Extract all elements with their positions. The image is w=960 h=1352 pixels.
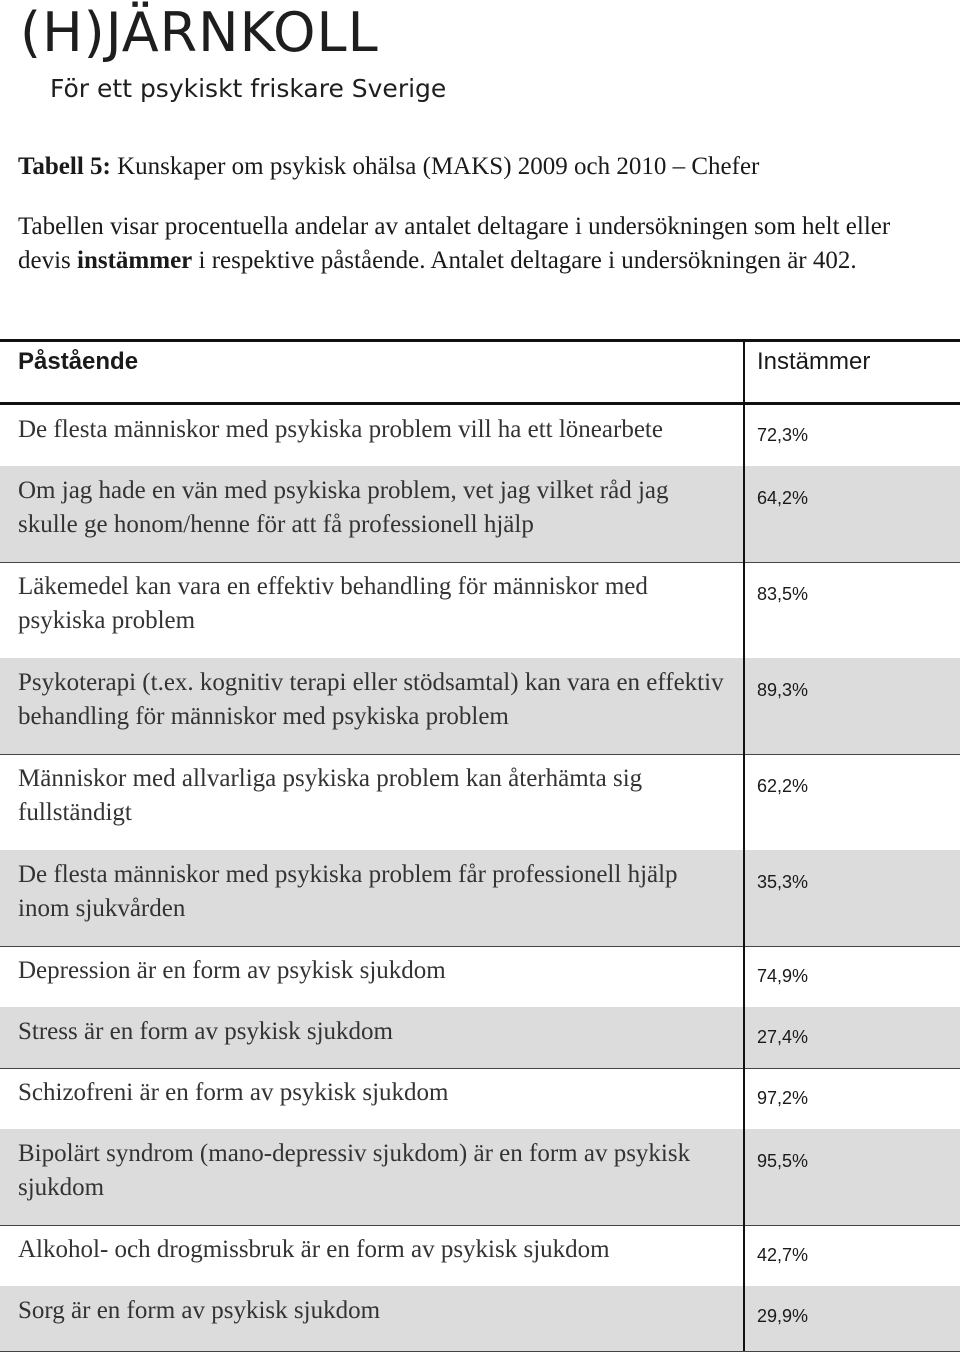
table-row xyxy=(0,850,960,947)
value-cell: 95,5% xyxy=(757,1151,809,1171)
table-row xyxy=(0,1129,960,1226)
table-description xyxy=(18,210,938,278)
value-cell: 72,3% xyxy=(757,425,809,445)
value-cell: 97,2% xyxy=(757,1088,809,1108)
value-cell: 89,3% xyxy=(757,680,809,700)
statement-cell: Alkohol- och drogmissbruk är en form av psykisk sjukdom xyxy=(18,1236,610,1263)
header-value: Instämmer xyxy=(757,348,871,375)
description-part-1: Tabellen visar procentuella andelar av antalet deltagare i undersökningen som helt eller devis xyxy=(18,213,891,274)
table-row xyxy=(0,754,960,851)
table-title xyxy=(18,150,759,184)
statement-cell: Sorg är en form av psykisk sjukdom xyxy=(18,1297,381,1324)
table-row xyxy=(0,946,960,1008)
description-part-2: i respektive påstående. Antalet deltagare i undersökningen är 402. xyxy=(192,247,857,274)
value-cell: 35,3% xyxy=(757,872,809,892)
table-header xyxy=(0,342,960,405)
table-title-text: Kunskaper om psykisk ohälsa (MAKS) 2009 och 2010 – Chefer xyxy=(117,153,760,180)
table-row xyxy=(0,405,960,467)
table-row xyxy=(0,1068,960,1130)
table-row xyxy=(0,658,960,755)
statement-cell: De flesta människor med psykiska problem får professionell hjälp inom sjukvården xyxy=(18,861,678,922)
logo-tagline: För ett psykiskt friskare Sverige xyxy=(50,74,447,103)
value-cell: 29,9% xyxy=(757,1306,809,1326)
statement-cell: Om jag hade en vän med psykiska problem, vet jag vilket råd jag skulle ge honom/henne för att få professionell hjälp xyxy=(18,477,669,538)
header-statement: Påstående xyxy=(18,348,139,375)
statement-cell: Människor med allvarliga psykiska problem kan återhämta sig fullständigt xyxy=(18,765,643,826)
value-cell: 62,2% xyxy=(757,776,809,796)
value-cell: 27,4% xyxy=(757,1027,809,1047)
statement-cell: Stress är en form av psykisk sjukdom xyxy=(18,1018,393,1045)
statement-cell: Schizofreni är en form av psykisk sjukdom xyxy=(18,1079,449,1106)
statement-cell: De flesta människor med psykiska problem vill ha ett lönearbete xyxy=(18,416,663,443)
value-cell: 64,2% xyxy=(757,488,809,508)
table-row xyxy=(0,1225,960,1287)
table-row xyxy=(0,1007,960,1069)
description-bold: instämmer xyxy=(77,247,193,274)
statement-cell: Depression är en form av psykisk sjukdom xyxy=(18,957,446,984)
value-cell: 42,7% xyxy=(757,1245,809,1265)
statement-cell: Läkemedel kan vara en effektiv behandling för människor med psykiska problem xyxy=(18,573,648,634)
logo-wordmark: (H)JÄRNKOLL xyxy=(20,1,379,64)
table-row xyxy=(0,562,960,659)
table-row xyxy=(0,1286,960,1352)
logo xyxy=(20,2,540,104)
statement-cell: Psykoterapi (t.ex. kognitiv terapi eller stödsamtal) kan vara en effektiv behandling för människor med psykiska problem xyxy=(18,669,724,730)
table-title-label: Tabell 5: xyxy=(18,153,111,180)
value-cell: 74,9% xyxy=(757,966,809,986)
value-cell: 83,5% xyxy=(757,584,809,604)
column-divider xyxy=(743,339,745,1351)
statement-cell: Bipolärt syndrom (mano-depressiv sjukdom) är en form av psykisk sjukdom xyxy=(18,1140,691,1201)
table-row xyxy=(0,466,960,563)
